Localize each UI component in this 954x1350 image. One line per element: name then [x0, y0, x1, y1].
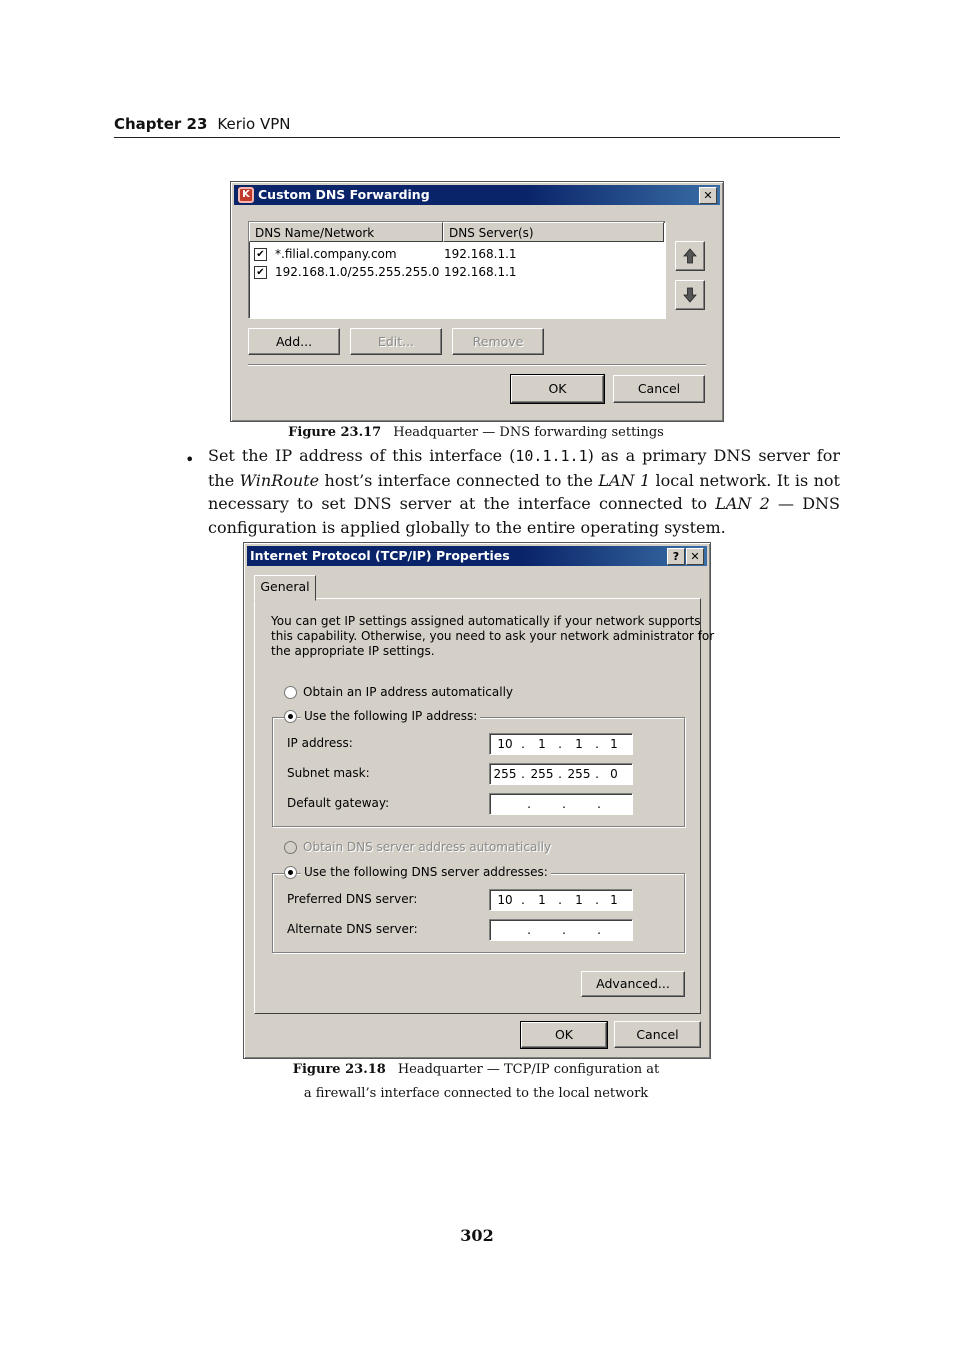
move-up-button[interactable] — [675, 241, 705, 271]
ip-octet: 1 — [575, 893, 583, 907]
arrow-up-icon — [683, 248, 697, 264]
tcpip-properties-dialog — [243, 542, 715, 1059]
intro-line: this capability. Otherwise, you need to ask your network administrator for — [271, 629, 715, 643]
figure-label: Figure 23.17 — [288, 425, 382, 440]
figure-label: Figure 23.18 — [292, 1062, 386, 1077]
arrow-down-icon — [683, 287, 697, 303]
edit-button[interactable]: Edit... — [350, 328, 442, 355]
preferred-dns-label: Preferred DNS server: — [287, 892, 418, 906]
row-dns-name: *.filial.company.com — [275, 247, 397, 261]
cancel-button[interactable]: Cancel — [614, 1021, 701, 1048]
column-header-dns-name[interactable]: DNS Name/Network — [249, 222, 443, 242]
column-header-dns-servers[interactable]: DNS Server(s) — [443, 222, 664, 242]
alternate-dns-input[interactable]: . . . — [489, 919, 633, 941]
ip-octet: 10 — [497, 893, 513, 907]
product-name: WinRoute — [239, 470, 320, 490]
text-run: ) as a primary DNS server for the — [208, 446, 840, 490]
dialog-titlebar — [234, 185, 720, 205]
intro-line: the appropriate IP settings. — [271, 644, 435, 658]
network-name: LAN 1 — [598, 470, 651, 490]
dialog-title: Internet Protocol (TCP/IP) Properties — [250, 548, 510, 563]
ip-octet: 1 — [610, 737, 618, 751]
intro-line: You can get IP settings assigned automatically if your network supports — [271, 614, 701, 628]
help-icon[interactable]: ? — [667, 548, 685, 565]
cancel-button[interactable]: Cancel — [613, 375, 705, 403]
figure-caption-23-18 — [243, 1062, 709, 1077]
row-dns-server: 192.168.1.1 — [444, 247, 517, 261]
row-dns-server: 192.168.1.1 — [444, 265, 517, 279]
radio-ip-manual-label[interactable]: Use the following IP address: — [301, 709, 480, 723]
dialog-titlebar — [247, 546, 707, 566]
move-down-button[interactable] — [675, 280, 705, 310]
radio-dns-auto-label[interactable]: Obtain DNS server address automatically — [303, 840, 552, 854]
text-run: host’s interface connected to the — [319, 470, 599, 490]
custom-dns-forwarding-dialog — [230, 181, 724, 422]
subnet-mask-input[interactable]: 255 . 255 . 255 . 0 — [489, 763, 633, 785]
dns-forwarding-list[interactable] — [248, 221, 666, 319]
ip-octet: 1 — [575, 737, 583, 751]
page-number: 302 — [460, 1226, 494, 1245]
chapter-label: Chapter 23 — [114, 115, 208, 133]
ip-octet: 1 — [538, 893, 546, 907]
kerio-app-icon: K — [238, 187, 254, 203]
network-name: LAN 2 — [715, 494, 770, 513]
bullet-paragraph — [208, 444, 840, 539]
close-icon[interactable]: ✕ — [686, 548, 704, 565]
radio-ip-auto[interactable] — [284, 686, 297, 699]
default-gateway-input[interactable]: . . . — [489, 793, 633, 815]
ip-address-label: IP address: — [287, 736, 353, 750]
dns-server-group — [272, 873, 685, 953]
ip-octet: 255 — [493, 767, 517, 781]
separator — [248, 364, 706, 366]
preferred-dns-input[interactable]: 10 . 1 . 1 . 1 — [489, 889, 633, 911]
text-run: — DNS configuration is applied globally to the entire operating system. — [208, 494, 840, 537]
ip-octet: 0 — [610, 767, 618, 781]
figure-caption-text: Headquarter — DNS forwarding settings — [393, 425, 664, 440]
radio-ip-manual[interactable] — [284, 710, 297, 723]
add-button[interactable]: Add... — [248, 328, 340, 355]
ip-octet: 255 — [530, 767, 554, 781]
row-checkbox[interactable]: ✔ — [254, 266, 267, 279]
text-run: local network. It is not necessary to set DNS server at the interface connected to — [208, 470, 840, 513]
running-header — [114, 114, 840, 138]
ip-address-input[interactable]: 10 . 1 . 1 . 1 — [489, 733, 633, 755]
ip-literal: 10.1.1.1 — [515, 447, 588, 465]
dialog-title: Custom DNS Forwarding — [258, 187, 430, 202]
default-gateway-label: Default gateway: — [287, 796, 390, 810]
ok-button[interactable]: OK — [511, 375, 604, 403]
ip-octet: 10 — [497, 737, 513, 751]
radio-dns-auto[interactable] — [284, 841, 297, 854]
text-run: Set the IP address of this interface ( — [208, 446, 516, 465]
row-checkbox[interactable]: ✔ — [254, 248, 267, 261]
remove-button[interactable]: Remove — [452, 328, 544, 355]
radio-dns-manual[interactable] — [284, 866, 297, 879]
bullet-marker: • — [185, 450, 195, 469]
section-title: Kerio VPN — [217, 115, 291, 133]
ok-button[interactable]: OK — [521, 1022, 607, 1048]
ip-octet: 1 — [610, 893, 618, 907]
figure-caption-text: Headquarter — TCP/IP configuration at — [397, 1062, 660, 1077]
figure-caption-23-18-line2: a firewall’s interface connected to the local network — [303, 1086, 649, 1101]
subnet-mask-label: Subnet mask: — [287, 766, 370, 780]
ip-octet: 1 — [538, 737, 546, 751]
radio-dns-manual-label[interactable]: Use the following DNS server addresses: — [301, 865, 551, 879]
figure-caption-23-17 — [230, 425, 722, 440]
tab-label: General — [260, 579, 310, 594]
close-icon[interactable]: ✕ — [699, 187, 717, 204]
alternate-dns-label: Alternate DNS server: — [287, 922, 418, 936]
tab-general[interactable] — [254, 575, 316, 601]
row-dns-name: 192.168.1.0/255.255.255.0 — [275, 265, 440, 279]
tab-page — [254, 598, 715, 1014]
ip-octet: 255 — [567, 767, 591, 781]
advanced-button[interactable]: Advanced... — [581, 971, 685, 997]
intro-text — [271, 614, 714, 659]
radio-ip-auto-label[interactable]: Obtain an IP address automatically — [303, 685, 514, 699]
